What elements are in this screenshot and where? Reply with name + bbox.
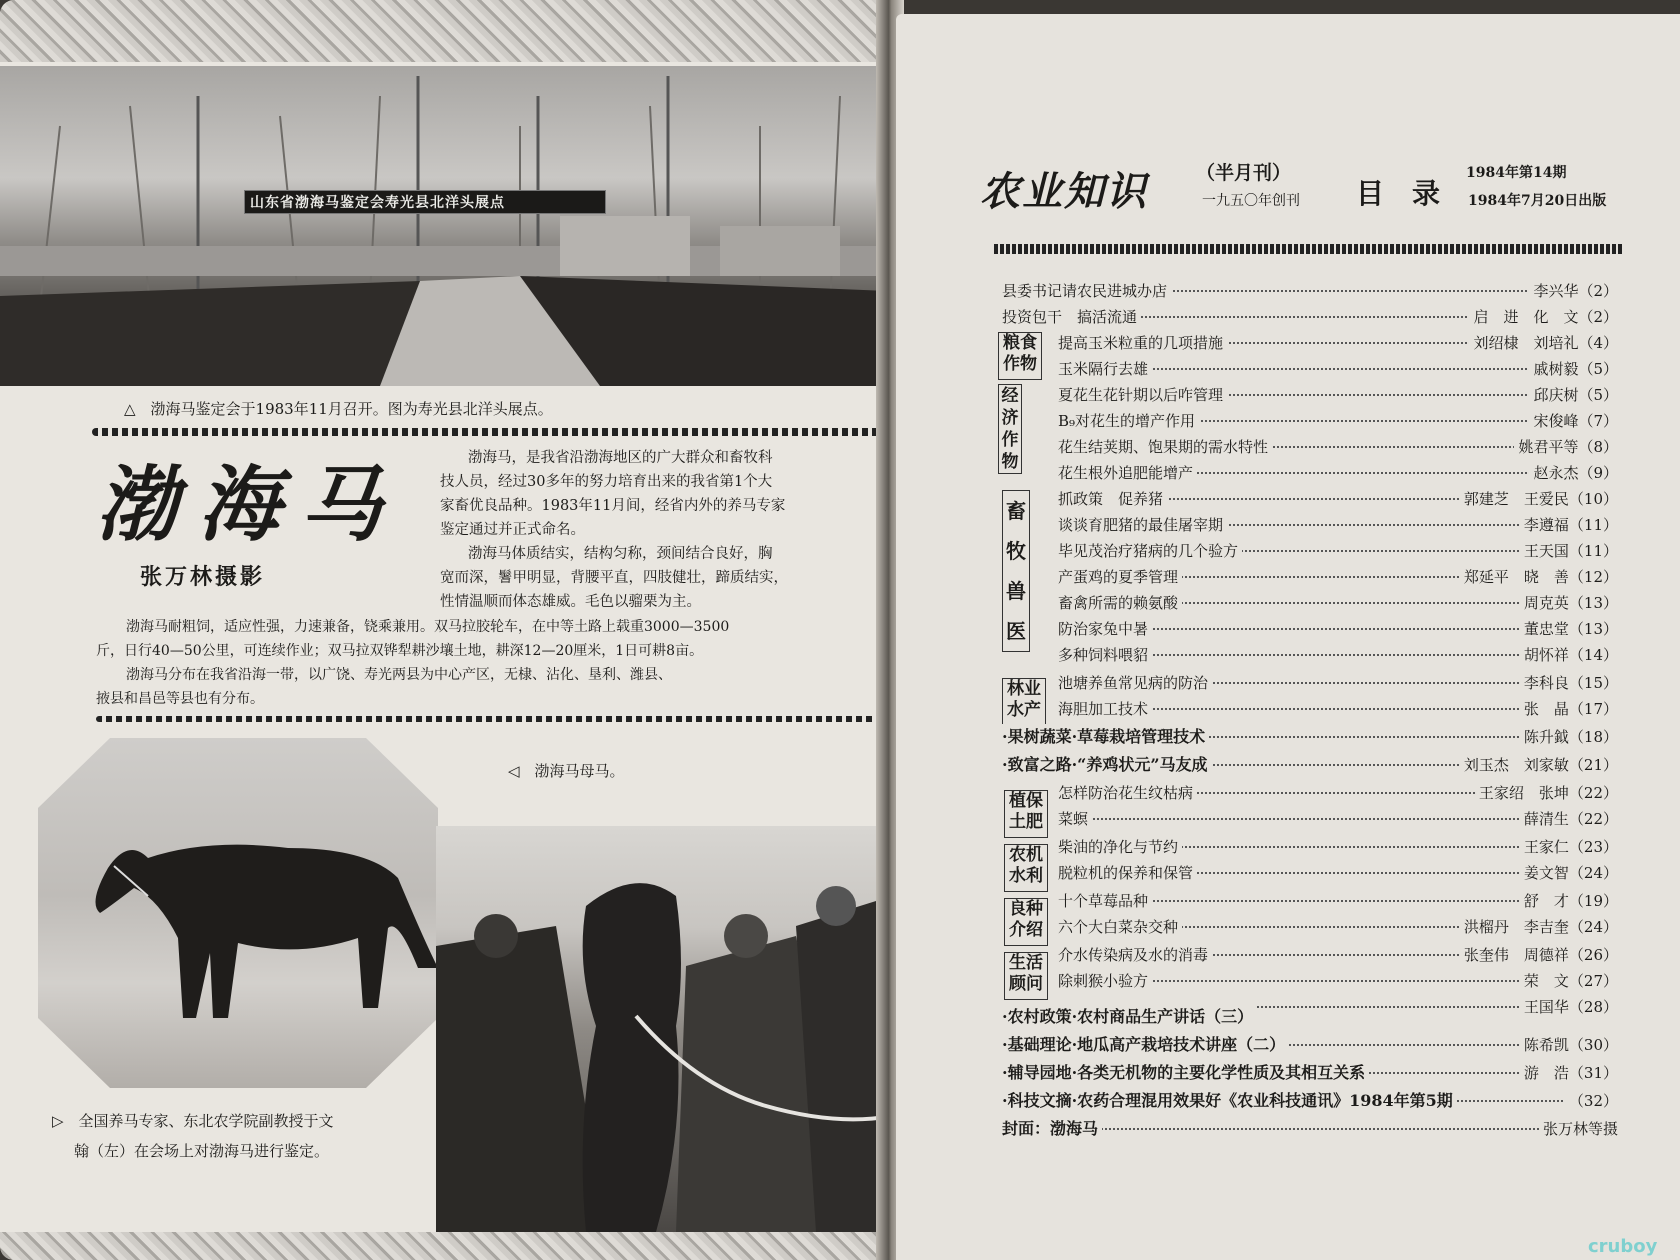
toc-item[interactable]: ·致富之路·“养鸡状元”马友成 刘玉杰 刘家敏（21） [996, 752, 1624, 778]
decorative-border-top [0, 0, 892, 62]
toc-item[interactable]: 海胆加工技术 张 晶（17） [1052, 696, 1624, 722]
toc-item[interactable]: ·科技文摘·农药合理混用效果好《农业科技通讯》1984年第5期 （32） [996, 1088, 1624, 1114]
category-farm-machinery: 农机水利 [1004, 844, 1048, 892]
article-title: 渤海马 [96, 457, 402, 553]
category-seed-varieties: 良种介绍 [1004, 898, 1048, 946]
category-forestry-aquatic: 林业水产 [1002, 678, 1046, 726]
inspection-photo [436, 826, 892, 1232]
watermark: cruboy [1588, 1236, 1658, 1257]
bottom-caption-line1: ▷ 全国养马专家、东北农学院副教授于文 [52, 1112, 334, 1130]
category-grain-crops: 粮食作物 [998, 332, 1042, 380]
founded-label: 一九五〇年创刊 [1202, 193, 1300, 209]
toc-item[interactable]: 封面：渤海马 张万林等摄 [996, 1116, 1624, 1142]
horse-show-photo [0, 66, 888, 386]
toc-item[interactable]: 王国华（28） [996, 994, 1624, 1020]
article-para2-line2: 宽而深，鬐甲明显，背腰平直，四肢健壮，蹄质结实， [440, 570, 788, 586]
article-para1-line2: 技人员，经过30多年的努力培育出来的我省第1个大 [440, 474, 773, 490]
category-plant-protection: 植保土肥 [1004, 790, 1048, 838]
article-para3-line2: 斤，日行40—50公里，可连续作业；双马拉双铧犁耕沙壤土地，耕深12—20厘米，1日可耕8亩。 [96, 643, 704, 659]
mare-caption: ◁ 渤海马母马。 [508, 762, 625, 780]
toc-item[interactable]: 防治家兔中暑 董忠堂（13） [1052, 616, 1624, 642]
publish-date: 1984年7月20日出版 [1468, 193, 1607, 209]
toc-item[interactable]: 投资包干 搞活流通 启 进 化 文（2） [996, 304, 1624, 330]
toc-item[interactable]: 十个草莓品种 舒 才（19） [1052, 888, 1624, 914]
toc-item[interactable]: 谈谈育肥猪的最佳屠宰期 李遵福（11） [1052, 512, 1624, 538]
toc-item[interactable]: 多种饲料喂貂 胡怀祥（14） [1052, 642, 1624, 668]
article-para4-line1: 渤海马分布在我省沿海一带，以广饶、寿光两县为中心产区，无棣、沾化、垦利、潍县、 [126, 667, 672, 683]
top-photo-caption: △ 渤海马鉴定会于1983年11月召开。图为寿光县北洋头展点。 [124, 400, 553, 418]
toc-item[interactable]: 介水传染病及水的消毒 张奎伟 周德祥（26） [1052, 942, 1624, 968]
issue-number: 1984年第14期 [1466, 165, 1567, 181]
banner-text: 山东省渤海马鉴定会寿光县北洋头展点 [250, 195, 505, 211]
category-life-advisor: 生活顾问 [1004, 952, 1048, 1000]
article-para3-line1: 渤海马耐粗饲，适应性强，力速兼备，铙乘兼用。双马拉胶轮车，在中等土路上载重3000—3500 [126, 619, 730, 635]
frequency-label: （半月刊） [1196, 162, 1292, 184]
wavy-divider-bottom [96, 716, 884, 722]
article-para1-line3: 家畜优良品种。1983年11月间，经省内外的养马专家 [440, 498, 786, 514]
header-rule [994, 244, 1624, 254]
article-para4-line2: 掖县和昌邑等县也有分布。 [96, 691, 264, 707]
toc-item[interactable]: 花生根外追肥能增产 赵永杰（9） [1052, 460, 1624, 486]
toc-item[interactable]: 产蛋鸡的夏季管理 郑延平 晓 善（12） [1052, 564, 1624, 590]
mare-photo [38, 738, 438, 1088]
article-para2-line3: 性情温顺而体态雄威。毛色以骝栗为主。 [440, 594, 701, 610]
bottom-caption-line2: 翰（左）在会场上对渤海马进行鉴定。 [74, 1142, 330, 1160]
article-para2-line1: 渤海马体质结实，结构匀称，颈间结合良好，胸 [468, 546, 773, 562]
category-livestock-vet: 畜牧兽医 [1002, 490, 1030, 652]
toc-item[interactable]: ·基础理论·地瓜高产栽培技术讲座（二） 陈希凯（30） [996, 1032, 1624, 1058]
category-cash-crops: 经济作物 [998, 384, 1022, 474]
toc-item[interactable]: 玉米隔行去雄 戚树毅（5） [1052, 356, 1624, 382]
toc-item[interactable]: 花生结荚期、饱果期的需水特性 姚君平等（8） [1052, 434, 1624, 460]
article-para1-line1: 渤海马，是我省沿渤海地区的广大群众和畜牧科 [468, 450, 773, 466]
toc-item[interactable]: 毕见茂治疗猪病的几个验方 王天国（11） [1052, 538, 1624, 564]
toc-item[interactable]: 柴油的净化与节约 王家仁（23） [1052, 834, 1624, 860]
wavy-divider [92, 428, 884, 436]
toc-item[interactable]: 菜螟 薛清生（22） [1052, 806, 1624, 832]
toc-item[interactable]: 提高玉米粒重的几项措施 刘绍棣 刘培礼（4） [1052, 330, 1624, 356]
toc-item[interactable]: B₉对花生的增产作用 宋俊峰（7） [1052, 408, 1624, 434]
article-para1-line4: 鉴定通过并正式命名。 [440, 522, 585, 538]
toc-item[interactable]: 脱粒机的保养和保管 姜文智（24） [1052, 860, 1624, 886]
photographer-credit: 张万林摄影 [140, 564, 266, 590]
toc-item[interactable]: 抓政策 促养猪 郭建芝 王爱民（10） [1052, 486, 1624, 512]
toc-item[interactable]: 六个大白菜杂交种 洪榴丹 李吉奎（24） [1052, 914, 1624, 940]
decorative-border-bottom [0, 1232, 892, 1260]
magazine-title: 农业知识 [980, 168, 1148, 215]
toc-item[interactable]: 除刺猴小验方 荣 文（27） [1052, 968, 1624, 994]
toc-item[interactable]: ·农村政策·农村商品生产讲话（三） [996, 1004, 1624, 1030]
toc-item[interactable]: 畜禽所需的赖氨酸 周克英（13） [1052, 590, 1624, 616]
toc-item[interactable]: 怎样防治花生纹枯病 王家绍 张坤（22） [1052, 780, 1624, 806]
toc-item[interactable]: 县委书记请农民进城办店 李兴华（2） [996, 278, 1624, 304]
toc-item[interactable]: ·辅导园地·各类无机物的主要化学性质及其相互关系 游 浩（31） [996, 1060, 1624, 1086]
toc-item[interactable]: 夏花生花针期以后咋管理 邱庆树（5） [1052, 382, 1624, 408]
toc-item[interactable]: 池塘养鱼常见病的防治 李科良（15） [1052, 670, 1624, 696]
toc-item[interactable]: ·果树蔬菜·草莓栽培管理技术 陈升鉞（18） [996, 724, 1624, 750]
contents-label: 目 录 [1356, 177, 1441, 210]
